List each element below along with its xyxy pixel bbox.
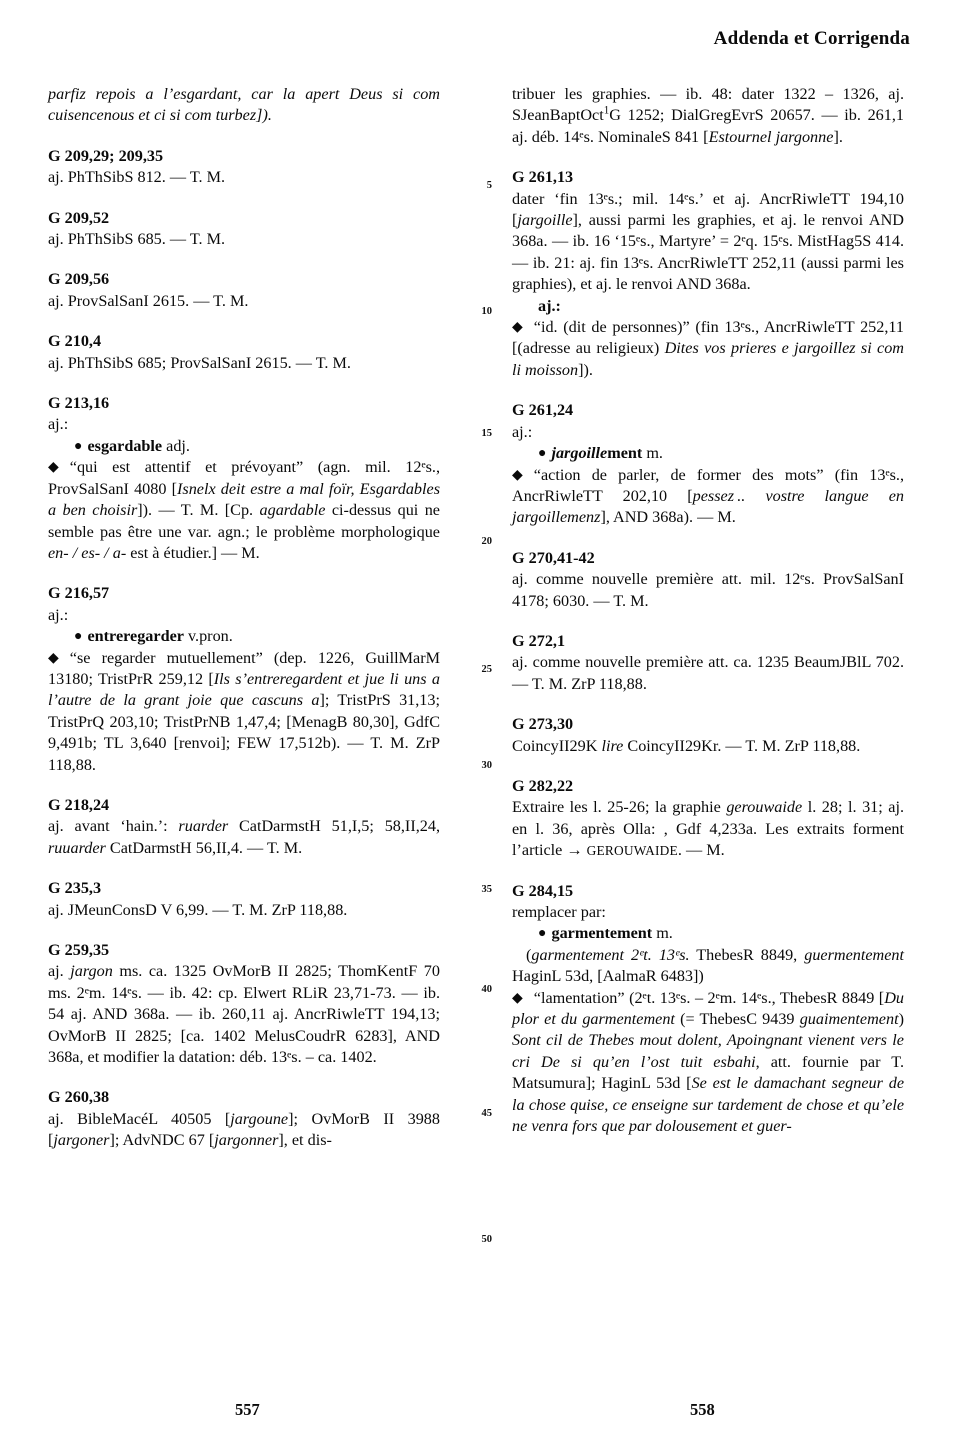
entry-lemma: G 259,35 [48, 941, 110, 959]
line-number: 35 [481, 884, 492, 895]
entry-body: aj. BibleMacéL 40505 [jargoune]; OvMorB II 3988 [jargoner]; AdvNDC 67 [jargonner], et dis- [48, 1109, 440, 1150]
headword: jargoillement [551, 444, 643, 463]
folio-right: 558 [690, 1400, 715, 1419]
line-number: 30 [481, 760, 492, 771]
sense-text: “id. (dit de personnes)” (fin 13ᵉs., AncrRiwleTT 252,11 [(adresse au religieux) Dites vos prieres e jargoillez si com li moisson]). [512, 318, 904, 379]
running-head: Addenda et Corrigenda [713, 28, 910, 49]
entry-body: aj. ProvSalSanI 2615. — T. M. [48, 291, 249, 310]
entry-body: dater ‘fin 13ᵉs.; mil. 14ᵉs.’ et aj. AncrRiwleTT 194,10 [jargoille], aussi parmi les graphies, et aj. le renvoi AND 368a. — ib. 16 ‘15ᵉs., Martyre’ = 2ᵉq. 15ᵉs. MistHag5S 414. — ib. 21: aj. fin 13ᵉs. AncrRiwleTT 252,11 (aussi parmi les graphies), et aj. le renvoi AND 368a. [512, 189, 904, 294]
continued-text-block [512, 84, 904, 148]
headword-line [512, 923, 904, 944]
entry-g-284-15 [512, 881, 904, 1138]
line-number: 50 [481, 1234, 492, 1245]
entry-lemma: G 209,56 [48, 270, 110, 289]
entry-aj-marker: aj.: [48, 605, 69, 624]
headword: entreregarder [87, 627, 184, 646]
entry-lemma: G 282,22 [512, 776, 574, 795]
entry-body: aj. avant ‘hain.’: ruarder CatDarmstH 51,I,5; 58,II,24, ruuarder CatDarmstH 56,II,4. — T. M. [48, 817, 440, 857]
folio-left: 557 [235, 1400, 260, 1419]
entry-lemma: G 218,24 [48, 795, 110, 814]
entry-lemma: G 273,30 [512, 715, 574, 734]
entry-body: aj. comme nouvelle première att. mil. 12ᵉs. ProvSalSanI 4178; 6030. — T. M. [512, 570, 904, 610]
continued-text: tribuer les graphies. — ib. 48: dater 1322 – 1326, aj. SJeanBaptOct$^1$G 1252; DialGregEvrS 20657. — ib. 261,1 aj. déb. 14ᵉs. NominaleS 841 [Estournel jargonne]. [512, 85, 904, 146]
line-number: 20 [481, 536, 492, 547]
entry-g-282-22 [512, 776, 904, 862]
entry-g-270-41 [512, 548, 904, 612]
filled-diamond-icon [48, 458, 70, 476]
filled-circle-icon [538, 444, 551, 462]
entry-aj-marker: aj.: [48, 415, 69, 434]
entry-lemma: G 213,16 [48, 394, 110, 413]
headword: esgardable [87, 436, 163, 455]
headword-line [48, 436, 440, 457]
entry-g-218-24 [48, 795, 440, 859]
filled-diamond-icon [48, 649, 70, 667]
entry-g-261-13 [512, 167, 904, 381]
column-right [512, 84, 904, 1137]
entry-body: aj. jargon ms. ca. 1325 OvMorB II 2825; ThomKentF 70 ms. 2ᵉm. 14ᵉs. — ib. 42: cp. Elwert RLiR 23,71-73. — ib. 54 aj. AND 368a. — ib. 260,11 aj. AncrRiwleTT 194,13; OvMorB II 2825; [ca. 1402 MelusCoudrR 6283], AND 368a, et modifier la datation: déb. 13ᵉs. – ca. 1402. [48, 962, 440, 1067]
entry-g-272-1 [512, 631, 904, 695]
headword-forms: (garmentement 2ᵉt. 13ᵉs. ThebesR 8849, guermentement HaginL 53d, [AalmaR 6483]) [512, 945, 905, 986]
entry-lemma: G 209,29; 209,35 [48, 146, 164, 165]
filled-circle-icon [538, 924, 551, 942]
part-of-speech: m. [656, 924, 673, 943]
entry-lemma: G 235,3 [48, 879, 102, 898]
entry-g-216-57 [48, 583, 440, 776]
line-number: 10 [481, 306, 492, 317]
entry-body: CoincyII29K lire CoincyII29Kr. — T. M. ZrP 118,88. [512, 736, 861, 755]
line-number: 40 [481, 984, 492, 995]
entry-lemma: G 261,24 [512, 401, 574, 420]
entry-lemma: G 261,13 [512, 168, 574, 187]
part-of-speech: adj. [166, 436, 190, 455]
entry-lemma: G 260,38 [48, 1088, 110, 1107]
line-number-gutter [470, 84, 500, 1374]
line-number: 15 [481, 428, 492, 439]
sense-line [512, 988, 904, 1138]
sense-text: “se regarder mutuellement” (dep. 1226, GuillMarM 13180; TristPrR 259,12 [Ils s’entreregardent et jue li uns a l’autre de la grant joie que cascuns a]; TristPrS 31,13; TristPrQ 203,10; TristPrNB 1,47,4; [MenagB 80,30], GdfC 9,491b; TL 3,640 [renvoi]; FEW 17,512b). — T. M. ZrP 118,88. [48, 648, 440, 774]
filled-diamond-icon [512, 466, 534, 484]
continued-quote-block [48, 84, 440, 127]
headword-line [48, 626, 440, 647]
entry-lemma: G 284,15 [512, 881, 574, 900]
sense-line [512, 465, 904, 529]
entry-lemma: G 270,41-42 [512, 548, 595, 567]
line-number: 25 [481, 664, 492, 675]
entry-g-213-16 [48, 393, 440, 564]
entry-g-261-24 [512, 400, 904, 528]
sense-text: “action de parler, de former des mots” (fin 13ᵉs., AncrRiwleTT 202,10 [pessez .. vostre langue en jargoillemenz], AND 368a). — M. [512, 465, 904, 527]
entry-body: aj. PhThSibS 812. — T. M. [48, 168, 226, 187]
sense-line [48, 648, 440, 776]
entry-g-259-35 [48, 940, 440, 1068]
headword: garmentement [551, 924, 653, 943]
entry-body: aj. comme nouvelle première att. ca. 1235 BeaumJBlL 702. — T. M. ZrP 118,88. [512, 653, 904, 693]
entry-g-260-38 [48, 1087, 440, 1151]
column-left [48, 84, 440, 1152]
entry-g-273-30 [512, 714, 904, 757]
entry-lemma: G 272,1 [512, 631, 566, 650]
entry-lemma: G 216,57 [48, 584, 110, 603]
entry-body: aj. PhThSibS 685; ProvSalSanI 2615. — T. M. [48, 353, 351, 372]
entry-g-209-56 [48, 269, 440, 312]
entry-aj-marker: remplacer par: [512, 903, 606, 921]
sense-line [48, 457, 440, 564]
filled-diamond-icon [512, 318, 534, 336]
filled-circle-icon [74, 437, 87, 455]
line-number: 5 [486, 180, 492, 191]
entry-body: Extraire les l. 25-26; la graphie gerouwaide l. 28; l. 31; aj. en l. 36, après Olla: , Gdf 4,233a. Les extraits forment l’article → GEROUWAIDE. — M. [512, 798, 905, 860]
sense-text: “qui est attentif et prévoyant” (agn. mil. 12ᵉs., ProvSalSanI 4080 [Isnelx deit estre a mal foïr, Esgardables a ben choisir]). — T. M. [Cp. agardable ci-dessus qui ne semble pas être une var. agn.; le problème morphologique en- / es- / a- est à étudier.] — M. [48, 458, 441, 562]
line-number: 45 [481, 1108, 492, 1119]
entry-g-210-4 [48, 331, 440, 374]
entry-g-209-29 [48, 146, 440, 189]
entry-lemma: G 210,4 [48, 332, 102, 351]
entry-aj-marker: aj.: [512, 422, 533, 441]
sense-line [512, 317, 904, 381]
entry-aj-marker: aj.: [538, 296, 561, 315]
entry-body: aj. PhThSibS 685. — T. M. [48, 230, 226, 249]
filled-circle-icon [74, 627, 87, 645]
continued-quote: parfiz repois a l’esgardant, car la apert Deus si com cuisencenous et ci si com turbez]). [48, 85, 440, 125]
sense-text: “lamentation” (2ᵉt. 13ᵉs. – 2ᵉm. 14ᵉs., ThebesR 8849 [Du plor et du garmentement (= ThebesC 9439 guaimentement) Sont cil de Thebes mout dolent, Apoingnant vienent vers le cri De si qu’en l’ost tuit esbahi, att. fournie par T. Matsumura]; HaginL 53d [Se est le damachant segneur de la chose quise, ce enseigne sur tardement de chose et qu’ele ne venra fors que par dolousement et guer- [512, 988, 905, 1136]
entry-body: aj. JMeunConsD V 6,99. — T. M. ZrP 118,88. [48, 900, 348, 919]
filled-diamond-icon [512, 989, 534, 1007]
headword-line [512, 443, 904, 464]
part-of-speech: v.pron. [188, 627, 233, 646]
entry-lemma: G 209,52 [48, 208, 110, 227]
entry-g-209-52 [48, 208, 440, 251]
part-of-speech: m. [646, 444, 663, 463]
entry-g-235-3 [48, 878, 440, 921]
